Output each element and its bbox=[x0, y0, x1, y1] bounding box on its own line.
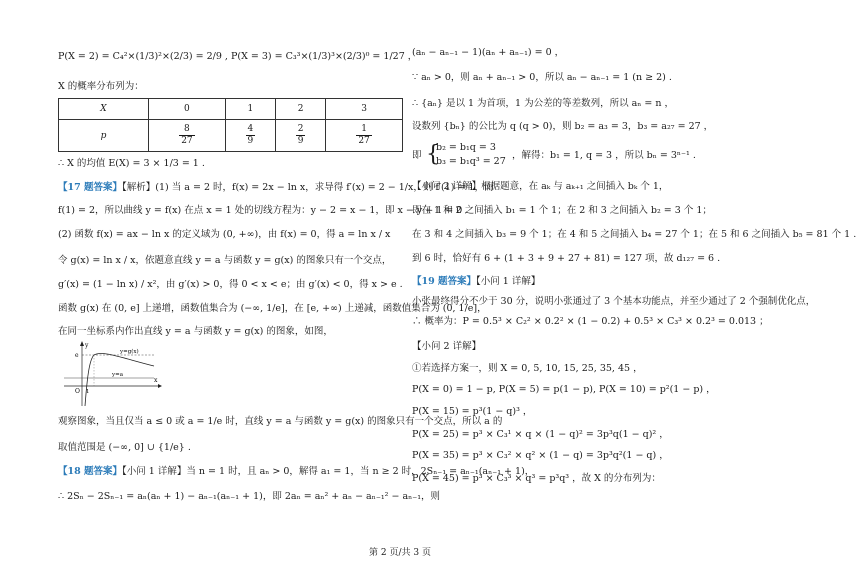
solution-line: P(X = 15) = p³(1 − q)³ ， bbox=[412, 406, 533, 417]
solution-line: (aₙ − aₙ₋₁ − 1)(aₙ + aₙ₋₁) = 0 ， bbox=[412, 47, 565, 58]
x-label: x bbox=[154, 377, 158, 384]
solution-line: 令 g(x) = ln x / x，依题意直线 y = a 与函数 y = g(x) 的图象只有一个交点， bbox=[58, 255, 392, 266]
table-row bbox=[59, 120, 403, 152]
prob-line: P(X = 2) = C₄²×(1/3)²×(2/3) = 2/9 , P(X = 3) = C₃³×(1/3)³×(2/3)⁰ = 1/27 ， bbox=[58, 51, 418, 62]
page-footer: 第 2 页/共 3 页 bbox=[369, 548, 431, 558]
one-label: 1 bbox=[86, 389, 90, 395]
system-result: ，解得：b₁ = 1, q = 3 ，所以 bₙ = 3ⁿ⁻¹ . bbox=[512, 150, 696, 161]
q18-line: 【18 题答案】【小问 1 详解】当 n = 1 时，且 aₙ > 0，解得 a₁ = 1，当 n ≥ 2 时，2Sₙ₋₁ = aₙ₋₁(aₙ₋₁ + 1)， bbox=[58, 466, 535, 477]
solution-line: 在 3 和 4 之间插入 b₃ = 9 个 1；在 4 和 5 之间插入 b₄ = 27 个 1；在 5 和 6 之间插入 b₅ = 81 个 1 . bbox=[412, 229, 856, 240]
q19-line: 【19 题答案】【小问 1 详解】 bbox=[412, 276, 541, 287]
solution-line: 【小问 2 详解】 bbox=[412, 341, 482, 352]
table-row bbox=[59, 99, 403, 120]
q18-tag: 【18 题答案】 bbox=[58, 466, 123, 477]
curve-label: y=g(x) bbox=[120, 349, 139, 355]
table-head: 3 bbox=[326, 99, 403, 120]
solution-line: ∴ 概率为：P = 0.5³ × C₂² × 0.2² × (1 − 0.2) + 0.5³ × C₃³ × 0.2³ = 0.013 ； bbox=[412, 316, 769, 327]
solution-line: 到 6 时，恰好有 6 + (1 + 3 + 9 + 27 + 81) = 127 项，故 d₁₂₇ = 6 . bbox=[412, 253, 721, 264]
solution-line: ∵ aₙ > 0，则 aₙ + aₙ₋₁ > 0，所以 aₙ − aₙ₋₁ = 1 (n ≥ 2) . bbox=[412, 72, 672, 83]
solution-line: ①若选择方案一，则 X = 0, 5, 10, 15, 25, 35, 45 ， bbox=[412, 363, 643, 374]
table-cell: $\frac{4}{9}$ bbox=[225, 120, 275, 152]
e-label: e bbox=[75, 352, 79, 359]
q19-tag: 【19 题答案】 bbox=[412, 276, 477, 287]
q17-tag: 【17 题答案】 bbox=[58, 182, 123, 193]
table-row-label: p bbox=[59, 120, 149, 152]
origin-label: O bbox=[75, 388, 80, 395]
table-head: 0 bbox=[149, 99, 226, 120]
solution-line: P(X = 25) = p³ × C₃¹ × q × (1 − q)² = 3p³q(1 − q)² ， bbox=[412, 429, 669, 440]
solution-line: 观察图象，当且仅当 a ≤ 0 或 a = 1/e 时，直线 y = a 与函数 y = g(x) 的图象只有一个交点，所以 a 的 bbox=[58, 416, 503, 427]
solution-line: f(1) = 2，所以曲线 y = f(x) 在点 x = 1 处的切线方程为：y − 2 = x − 1，即 x − y + 1 = 0 . bbox=[58, 205, 469, 216]
table-head: 1 bbox=[225, 99, 275, 120]
solution-line: ∴ {aₙ} 是以 1 为首项，1 为公差的等差数列，所以 aₙ = n ， bbox=[412, 98, 675, 109]
solution-line: 函数 g(x) 在 (0, e] 上递增，函数值集合为 (−∞, 1/e]，在 [e, +∞) 上递减，函数值集合为 (0, 1/e]， bbox=[58, 303, 487, 314]
y-label: y bbox=[85, 342, 89, 349]
table-cell: $\frac{8}{27}$ bbox=[149, 120, 226, 152]
system-prefix: 即 bbox=[412, 150, 422, 161]
solution-line: 取值范围是 (−∞, 0] ∪ {1/e} . bbox=[58, 442, 191, 453]
equation-1: b₂ = b₁q = 3 bbox=[436, 142, 496, 153]
table-cell: $\frac{1}{27}$ bbox=[326, 120, 403, 152]
distribution-table bbox=[58, 98, 403, 152]
equation-2: b₃ = b₁q³ = 27 bbox=[436, 156, 506, 167]
solution-line: 小张最终得分不少于 30 分，说明小张通过了 3 个基本功能点，并至少通过了 2 个强制优化点， bbox=[412, 296, 816, 307]
solution-line: ∴ 2Sₙ − 2Sₙ₋₁ = aₙ(aₙ + 1) − aₙ₋₁(aₙ₋₁ + 1)，即 2aₙ = aₙ² + aₙ − aₙ₋₁² − aₙ₋₁，则 bbox=[58, 491, 441, 502]
solution-line: 在同一坐标系内作出直线 y = a 与函数 y = g(x) 的图象，如图， bbox=[58, 326, 333, 337]
table-head: 2 bbox=[275, 99, 325, 120]
solution-line: g′(x) = (1 − ln x) / x²，由 g′(x) > 0，得 0 < x < e；由 g′(x) < 0，得 x > e . bbox=[58, 279, 403, 290]
brace-icon: { bbox=[426, 142, 440, 167]
solution-line: (2) 函数 f(x) = ax − ln x 的定义域为 (0, +∞)，由 f(x) = 0，得 a = ln x / x bbox=[58, 229, 391, 240]
solution-line: 【小问 2 详解】根据题意，在 aₖ 与 aₖ₊₁ 之间插入 bₖ 个 1， bbox=[412, 181, 669, 192]
expectation-line: ∴ X 的均值 E(X) = 3 × 1/3 = 1 . bbox=[58, 158, 205, 169]
table-head-x: X bbox=[59, 99, 149, 120]
solution-line: P(X = 35) = p³ × C₃² × q² × (1 − q) = 3p³q²(1 − q) ， bbox=[412, 450, 669, 461]
function-graph bbox=[62, 340, 162, 408]
dist-intro: X 的概率分布列为： bbox=[58, 81, 144, 92]
line-label: y=a bbox=[112, 372, 123, 378]
curve-g bbox=[85, 353, 154, 406]
solution-line: 设数列 {bₙ} 的公比为 q (q > 0)，则 b₂ = a₃ = 3，b₃ = a₂₇ = 27 ， bbox=[412, 121, 714, 132]
solution-line: 即在 1 和 2 之间插入 b₁ = 1 个 1；在 2 和 3 之间插入 b₂ = 3 个 1； bbox=[412, 205, 712, 216]
solution-line: P(X = 45) = p³ × C₃³ × q³ = p³q³ ，故 X 的分布列为： bbox=[412, 473, 661, 484]
solution-line: P(X = 0) = 1 − p, P(X = 5) = p(1 − p), P(X = 10) = p²(1 − p) ， bbox=[412, 384, 716, 395]
y-axis-arrow bbox=[80, 341, 84, 346]
table-cell: $\frac{2}{9}$ bbox=[275, 120, 325, 152]
x-axis-arrow bbox=[158, 384, 162, 388]
q17-line: 【17 题答案】【解析】(1) 当 a = 2 时，f(x) = 2x − ln x，求导得 f′(x) = 2 − 1/x，则 f′(1) = 1，而 bbox=[58, 182, 494, 193]
